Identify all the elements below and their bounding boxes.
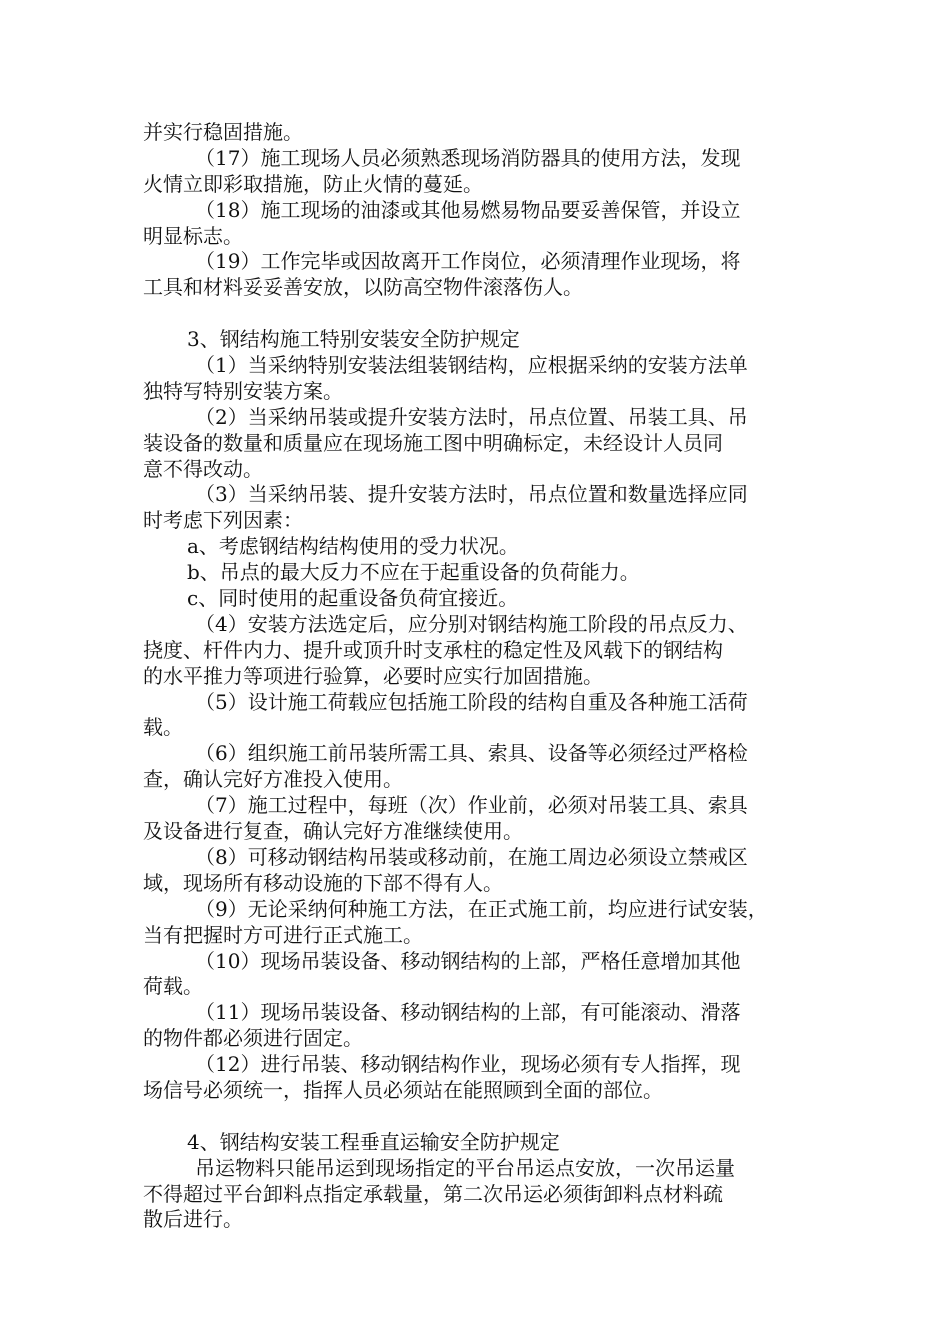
text-line: （7）施工过程中，每班（次）作业前，必须对吊装工具、索具: [195, 793, 748, 818]
text-line: 域，现场所有移动设施的下部不得有人。: [143, 870, 503, 895]
text-line: （2）当采纳吊装或提升安装方法时，吊点位置、吊装工具、吊: [195, 404, 748, 429]
text-line: 挠度、杆件内力、提升或顶升时支承柱的稳定性及风载下的钢结构: [143, 637, 723, 662]
text-line: （12）进行吊装、移动钢结构作业，现场必须有专人指挥，现: [195, 1052, 741, 1077]
text-line: 载。: [143, 715, 183, 740]
text-line: （1）当采纳特别安装法组装钢结构，应根据采纳的安装方法单: [195, 353, 748, 378]
text-line: 工具和材料妥妥善安放，以防高空物件滚落伤人。: [143, 275, 583, 300]
text-line: （8）可移动钢结构吊装或移动前，在施工周边必须设立禁戒区: [195, 844, 748, 869]
text-line: 火情立即彩取措施，防止火情的蔓延。: [143, 171, 483, 196]
list-item: a、考虑钢结构结构使用的受力状况。: [187, 534, 519, 559]
section-heading: 3、钢结构施工特别安装安全防护规定: [187, 327, 520, 352]
text-line: 时考虑下列因素：: [143, 508, 303, 533]
section-heading: 4、钢结构安装工程垂直运输安全防护规定: [187, 1129, 560, 1154]
text-line: （18）施工现场的油漆或其他易燃易物品要妥善保管，并设立: [195, 197, 741, 222]
text-line: 独特写特别安装方案。: [143, 378, 343, 403]
text-line: （10）现场吊装设备、移动钢结构的上部，严格任意增加其他: [195, 948, 741, 973]
text-line: （4）安装方法选定后，应分别对钢结构施工阶段的吊点反力、: [195, 611, 748, 636]
list-item: c、同时使用的起重设备负荷宜接近。: [187, 586, 519, 611]
text-line: 意不得改动。: [143, 456, 263, 481]
text-line: 散后进行。: [143, 1207, 243, 1232]
text-line: 及设备进行复查，确认完好方准继续使用。: [143, 819, 523, 844]
text-line: （6）组织施工前吊装所需工具、索具、设备等必须经过严格检: [195, 741, 748, 766]
text-line: （3）当采纳吊装、提升安装方法时，吊点位置和数量选择应同: [195, 482, 748, 507]
text-line: 场信号必须统一，指挥人员必须站在能照顾到全面的部位。: [143, 1077, 663, 1102]
text-line: （9）无论采纳何种施工方法，在正式施工前，均应进行试安装，: [195, 896, 768, 921]
text-line: （11）现场吊装设备、移动钢结构的上部，有可能滚动、滑落: [195, 1000, 741, 1025]
text-line: 的物件都必须进行固定。: [143, 1026, 363, 1051]
text-line: 当有把握时方可进行正式施工。: [143, 922, 423, 947]
text-line: 吊运物料只能吊运到现场指定的平台吊运点安放，一次吊运量: [195, 1155, 735, 1180]
text-line: 并实行稳固措施。: [143, 120, 303, 144]
document-body: [143, 120, 815, 1233]
text-line: （19）工作完毕或因故离开工作岗位，必须清理作业现场，将: [195, 249, 741, 274]
text-line: 不得超过平台卸料点指定承载量，第二次吊运必须街卸料点材料疏: [143, 1181, 723, 1206]
text-line: 荷载。: [143, 974, 203, 999]
paragraph-gap: [143, 1104, 815, 1130]
text-line: 查，确认完好方准投入使用。: [143, 767, 403, 792]
text-line: 明显标志。: [143, 223, 243, 248]
text-line: （17）施工现场人员必须熟悉现场消防器具的使用方法，发现: [195, 145, 741, 170]
list-item: b、吊点的最大反力不应在于起重设备的负荷能力。: [187, 560, 640, 585]
text-line: （5）设计施工荷载应包括施工阶段的结构自重及各种施工活荷: [195, 689, 748, 714]
text-line: 装设备的数量和质量应在现场施工图中明确标定，未经设计人员同: [143, 430, 723, 455]
paragraph-gap: [143, 301, 815, 327]
text-line: 的水平推力等项进行验算，必要时应实行加固措施。: [143, 663, 603, 688]
